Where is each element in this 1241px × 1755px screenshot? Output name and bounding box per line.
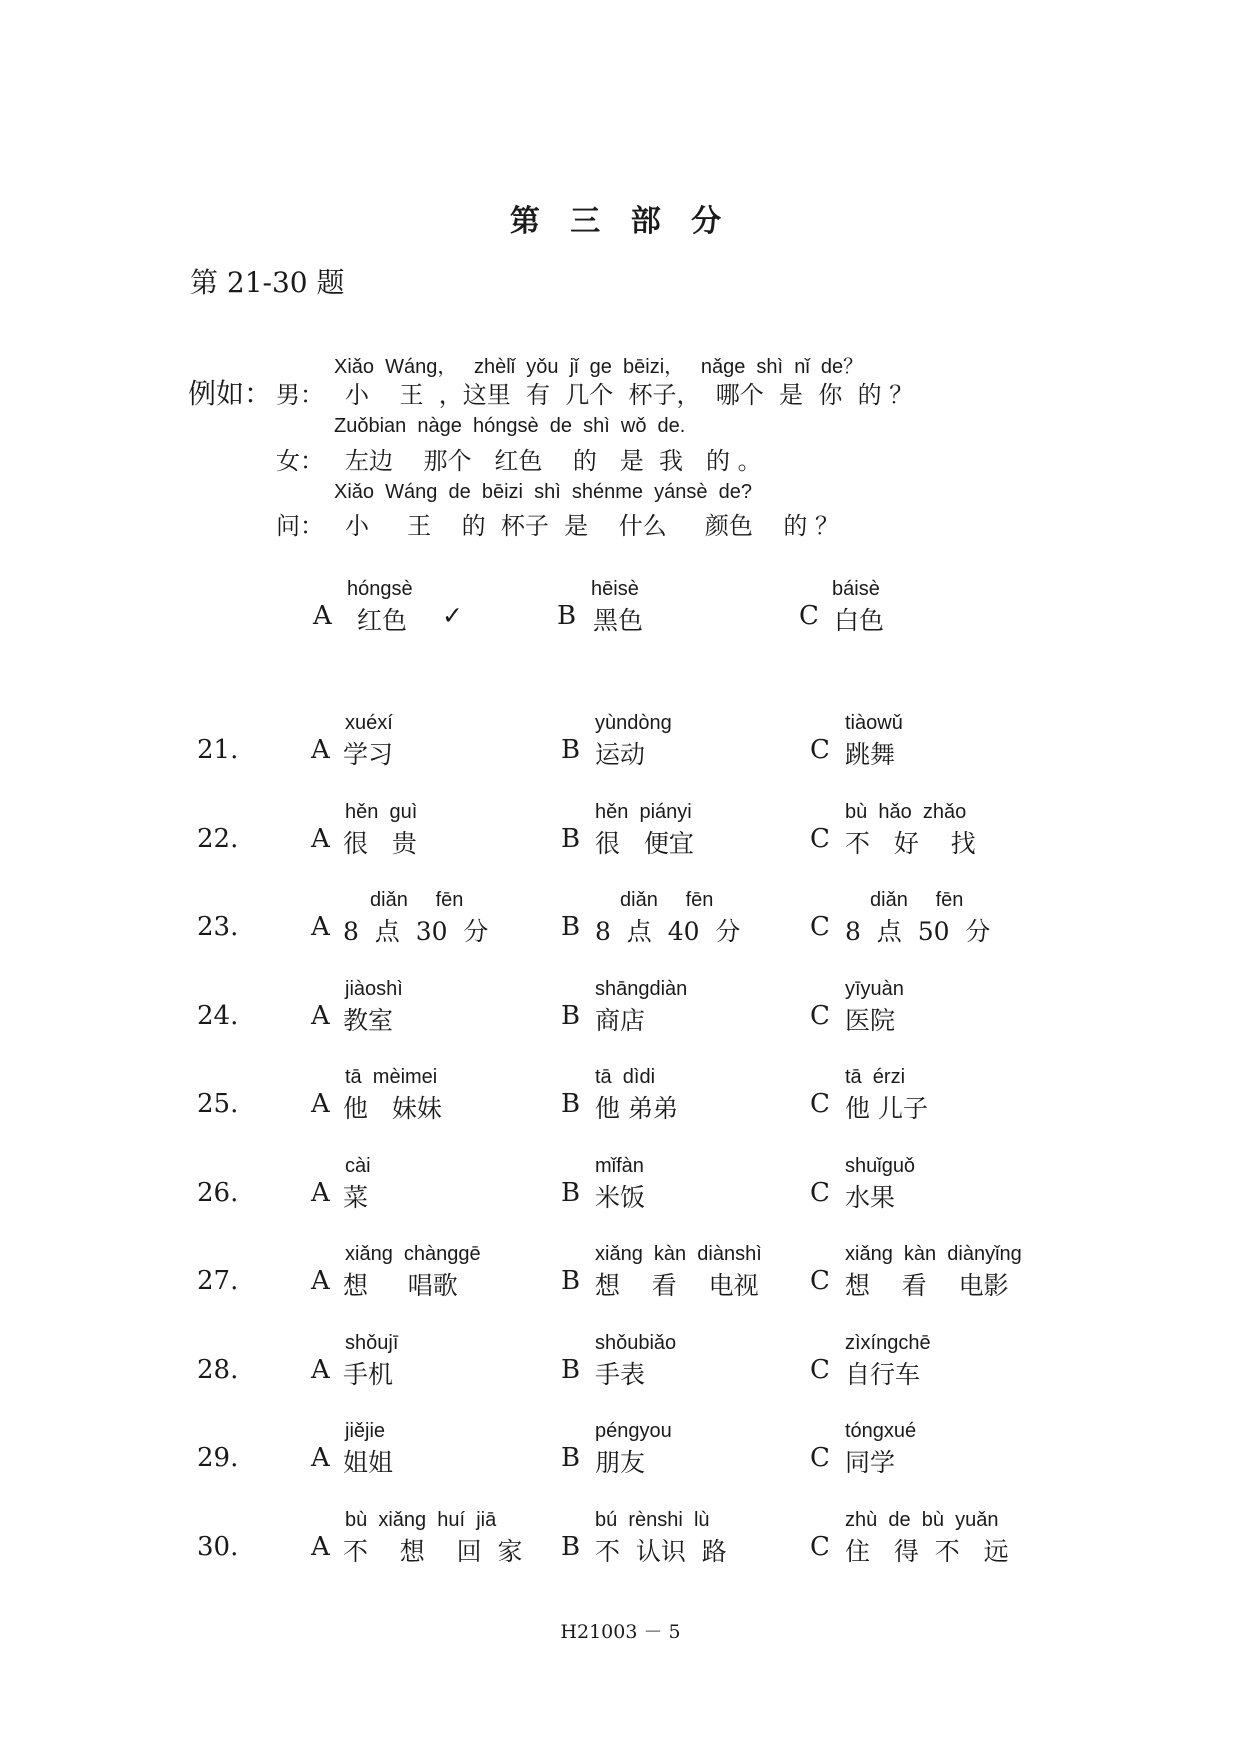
option-pinyin: yùndòng xyxy=(595,712,672,734)
example-speaker-question: 问： xyxy=(276,512,324,540)
option-hanzi: 手表 xyxy=(595,1360,646,1389)
option-hanzi: 运动 xyxy=(595,740,646,769)
option-hanzi: 8 点 30 分 xyxy=(343,917,489,946)
page-footer: H21003 － 5 xyxy=(560,1621,681,1643)
option-pinyin: bú rènshi lù xyxy=(595,1509,710,1531)
question-number: 25. xyxy=(197,1089,239,1119)
example-line-3-pinyin: Xiǎo Wáng de bēizi shì shénme yánsè de? xyxy=(334,481,753,503)
question-number: 29. xyxy=(197,1443,239,1473)
question-range-instruction: 第 21-30 题 xyxy=(190,266,345,299)
example-line-2-pinyin: Zuǒbian nàge hóngsè de shì wǒ de. xyxy=(334,415,686,437)
option-pinyin: shǒujī xyxy=(345,1332,399,1354)
option-pinyin: tā mèimei xyxy=(345,1066,438,1088)
option-pinyin: shāngdiàn xyxy=(595,978,688,1000)
option-hanzi: 想 看 电视 xyxy=(595,1271,759,1300)
option-letter: A xyxy=(311,1443,330,1473)
example-option-c-pinyin: báisè xyxy=(832,578,880,600)
option-pinyin: diǎn fēn xyxy=(870,889,964,911)
option-letter: B xyxy=(561,1089,581,1119)
option-letter: A xyxy=(311,1532,330,1562)
example-line-3-hanzi: 小 王 的 杯子 是 什么 颜色 的 ？ xyxy=(345,512,839,540)
option-pinyin: xiǎng chànggē xyxy=(345,1243,481,1265)
example-line-2-hanzi: 左边 那个 红色 的 是 我 的 。 xyxy=(345,447,762,475)
example-option-a-letter: A xyxy=(313,601,332,631)
option-hanzi: 很 贵 xyxy=(343,829,417,858)
option-letter: C xyxy=(810,1532,830,1562)
option-pinyin: shuǐguǒ xyxy=(845,1155,916,1177)
question-number: 22. xyxy=(197,824,239,854)
option-pinyin: cài xyxy=(345,1155,371,1177)
option-pinyin: xuéxí xyxy=(345,712,393,734)
checkmark-icon: ✓ xyxy=(442,601,463,630)
option-pinyin: jiàoshì xyxy=(345,978,403,1000)
option-pinyin: jiějie xyxy=(345,1420,386,1442)
option-letter: C xyxy=(810,1266,830,1296)
example-speaker-man: 男： xyxy=(276,381,324,409)
option-letter: C xyxy=(810,1089,830,1119)
option-hanzi: 很 便宜 xyxy=(595,829,694,858)
option-hanzi: 想 唱歌 xyxy=(343,1271,458,1300)
option-letter: B xyxy=(561,1443,581,1473)
option-letter: C xyxy=(810,912,830,942)
example-option-a-hanzi: 红色 xyxy=(357,606,408,635)
option-letter: B xyxy=(561,1266,581,1296)
option-pinyin: bù hǎo zhǎo xyxy=(845,801,967,823)
question-number: 28. xyxy=(197,1355,239,1385)
option-hanzi: 菜 xyxy=(343,1183,369,1212)
option-hanzi: 商店 xyxy=(595,1006,646,1035)
option-pinyin: tā dìdi xyxy=(595,1066,656,1088)
option-letter: B xyxy=(561,1001,581,1031)
option-hanzi: 米饭 xyxy=(595,1183,646,1212)
option-pinyin: diǎn fēn xyxy=(620,889,714,911)
question-number: 23. xyxy=(197,912,239,942)
option-hanzi: 跳舞 xyxy=(845,740,896,769)
option-letter: A xyxy=(311,824,330,854)
option-letter: A xyxy=(311,1001,330,1031)
option-hanzi: 同学 xyxy=(845,1448,896,1477)
option-hanzi: 不 想 回 家 xyxy=(343,1537,523,1566)
option-hanzi: 想 看 电影 xyxy=(845,1271,1009,1300)
example-option-b-pinyin: hēisè xyxy=(591,578,639,600)
question-number: 26. xyxy=(197,1178,239,1208)
option-letter: B xyxy=(561,1355,581,1385)
question-number: 24. xyxy=(197,1001,239,1031)
option-hanzi: 姐姐 xyxy=(343,1448,394,1477)
option-pinyin: hěn piányi xyxy=(595,801,692,823)
option-hanzi: 不 认识 路 xyxy=(595,1537,727,1566)
example-speaker-woman: 女： xyxy=(276,447,324,475)
option-letter: A xyxy=(311,735,330,765)
option-letter: A xyxy=(311,1266,330,1296)
option-letter: C xyxy=(810,1443,830,1473)
option-hanzi: 他 弟弟 xyxy=(595,1094,678,1123)
option-pinyin: tiàowǔ xyxy=(845,712,903,734)
option-hanzi: 朋友 xyxy=(595,1448,646,1477)
example-option-b-hanzi: 黑色 xyxy=(593,606,644,635)
section-title: 第 三 部 分 xyxy=(509,204,732,239)
option-letter: C xyxy=(810,1001,830,1031)
option-pinyin: yīyuàn xyxy=(845,978,904,1000)
question-number: 30. xyxy=(197,1532,239,1562)
option-letter: B xyxy=(561,735,581,765)
option-hanzi: 他 儿子 xyxy=(845,1094,928,1123)
example-line-1-hanzi: 小 王 ，这里 有 几个 杯子， 哪个 是 你 的 ？ xyxy=(345,381,914,409)
option-letter: C xyxy=(810,1178,830,1208)
option-pinyin: tā érzi xyxy=(845,1066,906,1088)
example-line-1-pinyin: Xiǎo Wáng， zhèlǐ yǒu jǐ ge bēizi， nǎge shì nǐ de？ xyxy=(334,356,864,378)
option-letter: B xyxy=(561,1532,581,1562)
option-hanzi: 医院 xyxy=(845,1006,896,1035)
option-hanzi: 水果 xyxy=(845,1183,896,1212)
option-letter: A xyxy=(311,1355,330,1385)
option-hanzi: 学习 xyxy=(343,740,394,769)
option-hanzi: 他 妹妹 xyxy=(343,1094,442,1123)
option-pinyin: péngyou xyxy=(595,1420,672,1442)
option-hanzi: 住 得 不 远 xyxy=(845,1537,1009,1566)
option-letter: A xyxy=(311,1089,330,1119)
option-letter: A xyxy=(311,1178,330,1208)
option-pinyin: mǐfàn xyxy=(595,1155,644,1177)
option-pinyin: shǒubiǎo xyxy=(595,1332,677,1354)
option-letter: A xyxy=(311,912,330,942)
example-option-b-letter: B xyxy=(557,601,577,631)
option-hanzi: 8 点 50 分 xyxy=(845,917,991,946)
option-letter: B xyxy=(561,912,581,942)
question-number: 21. xyxy=(197,735,239,765)
option-pinyin: xiǎng kàn diànyǐng xyxy=(845,1243,1022,1265)
option-pinyin: zhù de bù yuǎn xyxy=(845,1509,999,1531)
option-pinyin: bù xiǎng huí jiā xyxy=(345,1509,497,1531)
option-pinyin: hěn guì xyxy=(345,801,418,823)
option-pinyin: xiǎng kàn diànshì xyxy=(595,1243,762,1265)
option-hanzi: 教室 xyxy=(343,1006,394,1035)
example-option-c-letter: C xyxy=(799,601,819,631)
option-hanzi: 8 点 40 分 xyxy=(595,917,741,946)
option-letter: B xyxy=(561,1178,581,1208)
option-hanzi: 自行车 xyxy=(845,1360,921,1389)
example-option-c-hanzi: 白色 xyxy=(834,606,885,635)
option-pinyin: zìxíngchē xyxy=(845,1332,931,1354)
option-letter: C xyxy=(810,735,830,765)
question-number: 27. xyxy=(197,1266,239,1296)
example-label: 例如： xyxy=(188,377,273,410)
option-letter: C xyxy=(810,824,830,854)
option-pinyin: tóngxué xyxy=(845,1420,917,1442)
example-option-a-pinyin: hóngsè xyxy=(347,578,413,600)
option-hanzi: 手机 xyxy=(343,1360,394,1389)
option-letter: C xyxy=(810,1355,830,1385)
option-letter: B xyxy=(561,824,581,854)
option-pinyin: diǎn fēn xyxy=(370,889,464,911)
option-hanzi: 不 好 找 xyxy=(845,829,976,858)
